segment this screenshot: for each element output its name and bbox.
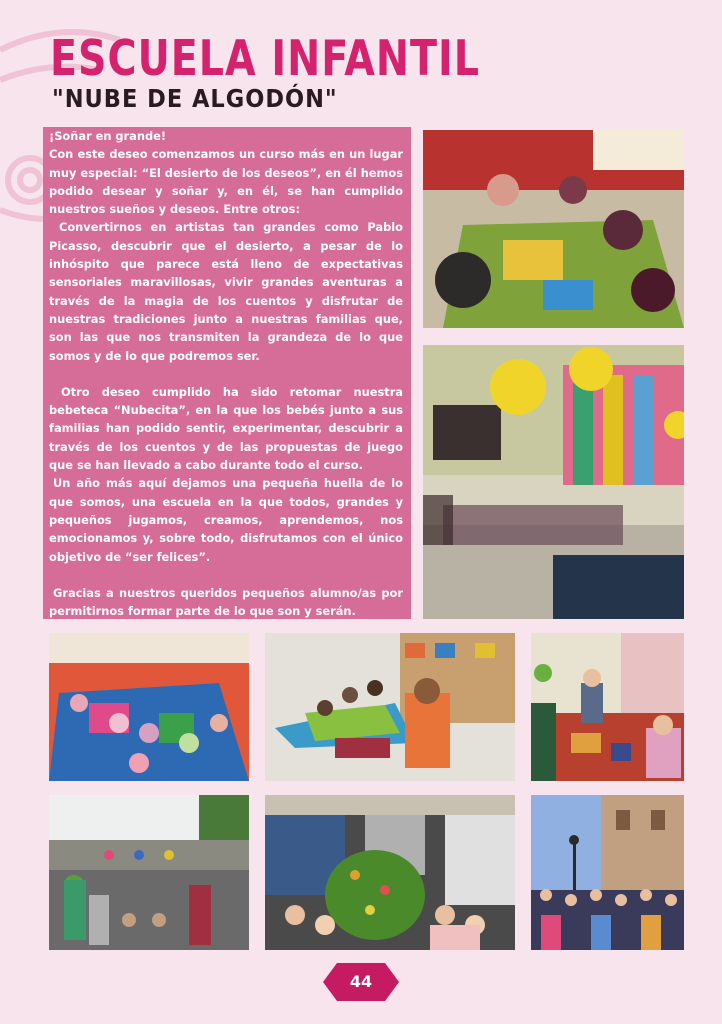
- school-courtyard-dance-photo: [49, 795, 249, 950]
- article-paragraph-5: Gracias a nuestros queridos pequeños alumno/as por permitirnos formar parte de lo que son y serán.: [49, 585, 403, 619]
- article-heading: ¡Soñar en grande!: [49, 129, 167, 143]
- page-number-badge: [323, 963, 399, 1001]
- children-in-reading-corner-photo: [531, 633, 684, 781]
- article-paragraph-2: Convertirnos en artistas tan grandes como Pablo Picasso, descubrir que el desierto, a pesar de lo inhóspito que parece está lleno de expectativas sensoriales maravillosas, vivir grandes aventuras a través de la magia de los cuentos y disfrutar de nuestras tradiciones junto a nuestras familias que, son las que nos transmiten la grandeza de lo que somos y de lo que podremos ser.: [49, 220, 403, 363]
- play-mat-with-teacher-photo: [265, 633, 515, 781]
- page-title: ESCUELA INFANTIL: [50, 30, 480, 88]
- article-paragraph-3: Otro deseo cumplido ha sido retomar nuestra bebeteca “Nubecita”, en la que los bebés junto a sus familias han podido sentir, experimentar, descubrir a través de los cuentos y de las propuestas de juego que se han llevado a cabo durante todo el curso.: [49, 384, 403, 473]
- bebeteca-room-balloons-photo: [423, 345, 684, 619]
- families-reading-on-mat-photo: [423, 130, 684, 328]
- article-paragraph-1: Con este deseo comenzamos un curso más en un lugar muy especial: “El desierto de los deseos”, en él hemos podido desear y soñar y, en él, se han cumplido nuestros sueños y deseos. Entre otros:: [49, 147, 403, 217]
- children-on-colored-mats-photo: [49, 633, 249, 781]
- article-text-box: [43, 127, 411, 619]
- children-planting-flowers-photo: [265, 795, 515, 950]
- group-at-stone-building-photo: [531, 795, 684, 950]
- page-number: 44: [349, 972, 373, 991]
- page-subtitle: "NUBE DE ALGODÓN": [52, 84, 338, 113]
- article-paragraph-4: Un año más aquí dejamos una pequeña huella de lo que somos, una escuela en la que todos, grandes y pequeños jugamos, creamos, aprendemos, nos emocionamos y, sobre todo, disfrutamos con el único objetivo de “ser felices”.: [49, 476, 403, 564]
